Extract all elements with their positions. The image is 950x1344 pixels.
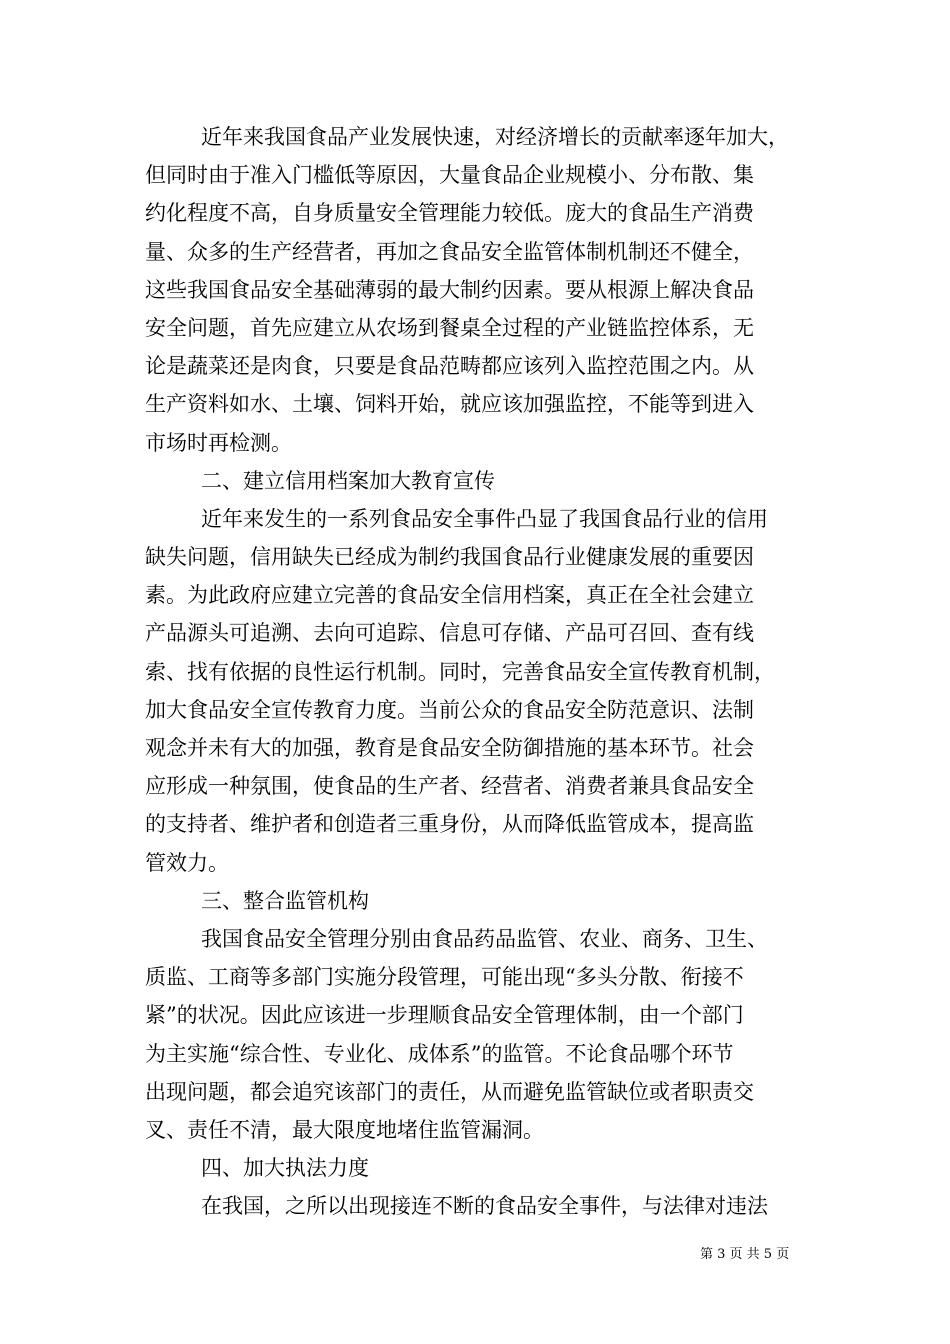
paragraph-2-line-6: 加大食品安全宣传教育力度。当前公众的食品安全防范意识、法制 xyxy=(145,697,754,722)
paragraph-2-line-8: 应形成一种氛围，使食品的生产者、经营者、消费者兼具食品安全 xyxy=(145,774,754,799)
paragraph-3-line-1: 我国食品安全管理分别由食品药品监管、农业、商务、卫生、 xyxy=(201,926,768,951)
paragraph-2-line-3: 素。为此政府应建立完善的食品安全信用档案，真正在全社会建立 xyxy=(145,583,754,608)
paragraph-1-line-8: 生产资料如水、土壤、饲料开始，就应该加强监控，不能等到进入 xyxy=(145,392,754,417)
paragraph-2-line-1: 近年来发生的一系列食品安全事件凸显了我国食品行业的信用 xyxy=(201,506,768,531)
paragraph-2-line-5: 索、找有依据的良性运行机制。同时，完善食品安全宣传教育机制， xyxy=(145,659,775,684)
paragraph-1-line-3: 约化程度不高，自身质量安全管理能力较低。庞大的食品生产消费 xyxy=(145,201,754,226)
paragraph-3-line-5: 出现问题，都会追究该部门的责任，从而避免监管缺位或者职责交 xyxy=(145,1079,754,1104)
paragraph-1-line-6: 安全问题，首先应建立从农场到餐桌全过程的产业链监控体系，无 xyxy=(145,315,754,340)
section-heading-4: 四、加大执法力度 xyxy=(201,1156,369,1181)
paragraph-1-line-9: 市场时再检测。 xyxy=(145,430,292,455)
paragraph-2-line-9: 的支持者、维护者和创造者三重身份，从而降低监管成本，提高监 xyxy=(145,812,754,837)
paragraph-1-line-5: 这些我国食品安全基础薄弱的最大制约因素。要从根源上解决食品 xyxy=(145,277,754,302)
paragraph-4-line-1: 在我国，之所以出现接连不断的食品安全事件，与法律对违法 xyxy=(201,1194,768,1219)
paragraph-1-line-1: 近年来我国食品产业发展快速，对经济增长的贡献率逐年加大， xyxy=(201,125,789,149)
page-number-footer: 第 3 页 共 5 页 xyxy=(700,1247,790,1262)
paragraph-2-line-2: 缺失问题，信用缺失已经成为制约我国食品行业健康发展的重要因 xyxy=(145,545,754,570)
paragraph-3-line-6: 叉、责任不清，最大限度地堵住监管漏洞。 xyxy=(145,1117,544,1142)
section-heading-2: 二、建立信用档案加大教育宣传 xyxy=(201,468,495,493)
paragraph-2-line-10: 管效力。 xyxy=(145,850,229,875)
paragraph-2-line-4: 产品源头可追溯、去向可追踪、信息可存储、产品可召回、查有线 xyxy=(145,621,754,646)
paragraph-1-line-2: 但同时由于准入门槛低等原因，大量食品企业规模小、分布散、集 xyxy=(145,163,754,188)
paragraph-2-line-7: 观念并未有大的加强，教育是食品安全防御措施的基本环节。社会 xyxy=(145,736,754,760)
document-body xyxy=(145,118,805,1225)
paragraph-1-line-7: 论是蔬菜还是肉食，只要是食品范畴都应该列入监控范围之内。从 xyxy=(145,354,754,379)
paragraph-3-line-2: 质监、工商等多部门实施分段管理，可能出现“多头分散、衔接不 xyxy=(145,965,744,990)
paragraph-3-line-4: 为主实施“综合性、专业化、成体系”的监管。不论食品哪个环节 xyxy=(145,1041,734,1066)
paragraph-1-line-4: 量、众多的生产经营者，再加之食品安全监管体制机制还不健全， xyxy=(145,239,754,264)
paragraph-3-line-3: 紧”的状况。因此应该进一步理顺食品安全管理体制，由一个部门 xyxy=(145,1003,744,1028)
section-heading-3: 三、整合监管机构 xyxy=(201,888,369,913)
